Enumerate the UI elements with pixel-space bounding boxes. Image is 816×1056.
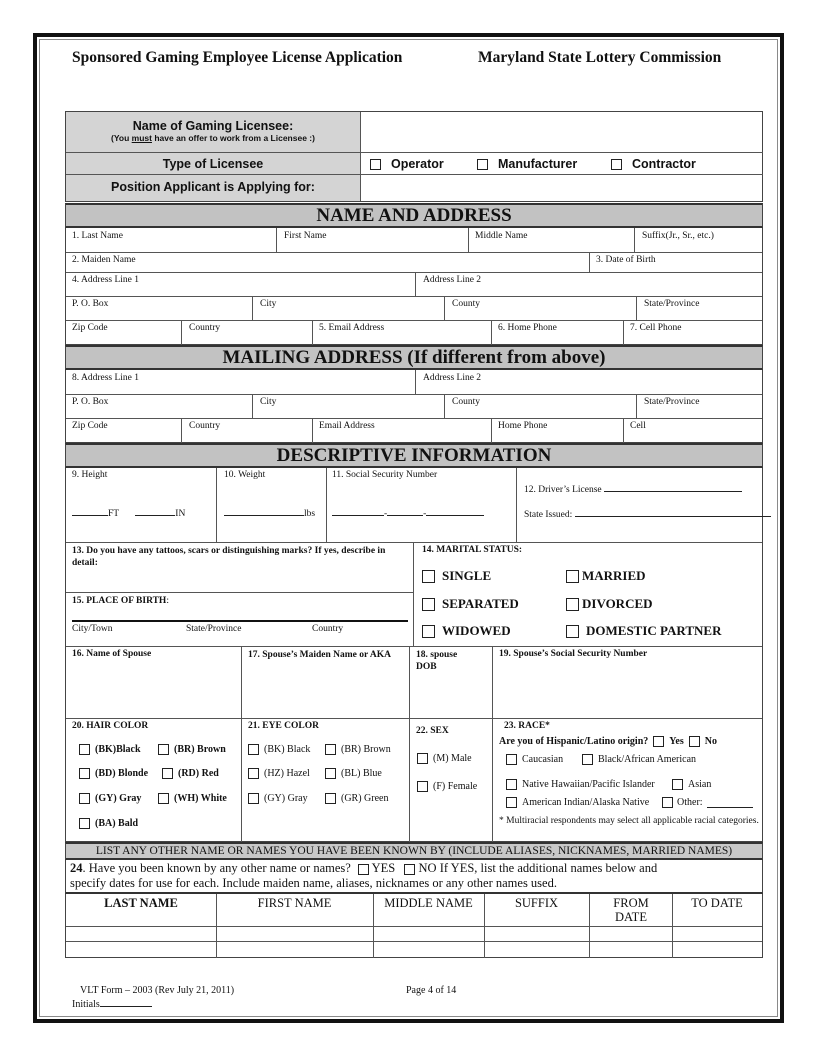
marital-divorced[interactable] [566,596,653,612]
option-label: Asian [688,779,712,790]
dl-label: 12. Driver’s License [524,485,602,495]
race-american-indian[interactable] [506,797,649,808]
checkbox-icon[interactable] [422,625,435,638]
col-divider [415,370,416,394]
row-divider [66,646,762,647]
birthplace-city: City/Town [72,624,113,634]
name-address-heading: NAME AND ADDRESS [65,203,763,228]
tattoos-label: 13. Do you have any tattoos, scars or distinguishing marks? If yes, describe in detail: [72,546,386,568]
descriptive-heading: DESCRIPTIVE INFORMATION [65,443,763,468]
checkbox-icon[interactable] [325,768,336,779]
mailing-county-field[interactable]: County [452,397,480,407]
row-divider [66,418,762,419]
checkbox-icon[interactable] [582,754,593,765]
initials-field[interactable] [72,997,152,1010]
spouse-maiden-field[interactable]: 17. Spouse’s Maiden Name or AKA [248,650,392,660]
weight-label: 10. Weight [224,470,266,480]
dob-field[interactable]: 3. Date of Birth [596,255,656,265]
sex-male[interactable] [417,753,472,764]
checkbox-icon[interactable] [566,625,579,638]
hair-color-label: 20. HAIR COLOR [72,721,149,731]
col-divider [623,320,624,345]
licensee-type-operator[interactable] [370,157,444,171]
state-issued-field[interactable] [524,507,771,520]
dl-blank[interactable] [604,482,742,492]
mailing-address-line2-field[interactable]: Address Line 2 [423,373,482,383]
option-label: (BK)Black [95,744,141,755]
option-label: (GY) Gray [95,793,142,804]
hair-gray[interactable] [79,793,141,804]
mailing-cell-field[interactable]: Cell [630,421,646,431]
no-label: NO [418,861,437,875]
col-divider [181,418,182,443]
eye-black[interactable] [248,744,310,755]
mailing-address-line1-field[interactable]: 8. Address Line 1 [72,373,140,383]
height-in-blank[interactable] [135,506,175,516]
option-label: No [704,736,717,747]
col-first-name: FIRST NAME [257,896,332,910]
race-native-hawaiian[interactable] [506,779,655,790]
row-divider [66,272,762,273]
col-divider [216,468,217,542]
col-divider [444,296,445,320]
birthplace-title: 15. PLACE OF BIRTH [72,596,167,606]
option-label: (RD) Red [178,768,219,779]
ssn-part2[interactable] [387,506,423,516]
col-divider [252,394,253,418]
ssn-part3[interactable] [426,506,484,516]
checkbox-icon[interactable] [248,793,259,804]
col-to-date: TO DATE [691,896,743,910]
option-label: (BD) Blonde [95,768,149,779]
aliases-no-checkbox[interactable] [404,864,415,875]
option-label: (BR) Brown [174,744,226,755]
checkbox-icon[interactable] [506,797,517,808]
checkbox-icon[interactable] [611,159,622,170]
state-field[interactable]: State/Province [644,299,700,309]
mailing-zip-field[interactable]: Zip Code [72,421,108,431]
eye-hazel[interactable] [248,768,310,779]
col-middle-name: MIDDLE NAME [384,896,473,910]
hair-white[interactable] [158,793,227,804]
col-divider [636,296,637,320]
col-divider [252,296,253,320]
col-divider [516,468,517,542]
po-box-field[interactable]: P. O. Box [72,299,109,309]
hispanic-question [499,736,717,747]
hair-brown[interactable] [158,744,226,755]
mailing-home-phone-field[interactable]: Home Phone [498,421,548,431]
checkbox-icon[interactable] [422,570,435,583]
last-name-field[interactable]: 1. Last Name [72,231,123,241]
spouse-ssn-field[interactable]: 19. Spouse’s Social Security Number [499,649,648,659]
option-label: (GY) Gray [264,793,308,804]
spouse-dob-field[interactable]: 18. spouse DOB [416,650,458,672]
race-other[interactable] [662,797,753,808]
page-number: Page 4 of 14 [406,985,457,996]
position-label-cell [66,175,361,201]
licensee-type-label: Type of Licensee [162,157,264,171]
col-divider [326,468,327,542]
col-divider [491,320,492,345]
checkbox-icon[interactable] [422,598,435,611]
height-inputs[interactable] [72,506,185,519]
height-ft-blank[interactable] [72,506,108,516]
initials-label: Initials [72,999,100,1010]
ft-unit: FT [108,509,119,519]
option-label: SINGLE [442,568,492,583]
note-must: must [131,133,152,143]
col-divider [468,228,469,252]
licensee-section [65,111,763,202]
eye-green[interactable] [325,793,388,804]
checkbox-icon[interactable] [325,793,336,804]
option-label: (GR) Green [341,793,389,804]
hair-black[interactable] [79,744,141,755]
col-divider [181,320,182,345]
option-label: (HZ) Hazel [264,768,310,779]
col-divider [636,394,637,418]
row-divider [66,592,413,593]
descriptive-grid [65,468,763,842]
marital-label: 14. MARITAL STATUS: [422,545,523,555]
ssn-part1[interactable] [332,506,384,516]
cell-phone-field[interactable]: 7. Cell Phone [630,323,682,333]
col-from-date: FROM DATE [613,896,649,924]
aliases-question-line2: specify dates for use for each. Include maiden name, aliases, nicknames or any other names used. [70,876,557,890]
checkbox-icon[interactable] [325,744,336,755]
state-issued-label: State Issued: [524,510,573,520]
option-label: Native Hawaiian/Pacific Islander [522,779,655,790]
checkbox-icon[interactable] [672,779,683,790]
checkbox-icon[interactable] [79,793,90,804]
race-asian[interactable] [672,779,711,790]
sex-female[interactable] [417,781,477,792]
race-black[interactable] [582,754,696,765]
checkbox-icon[interactable] [477,159,488,170]
marital-separated[interactable] [422,596,519,612]
note-text: have an offer to work from a Licensee :) [151,133,315,143]
col-divider [444,394,445,418]
licensee-type-label-cell [66,153,361,175]
col-last-name: LAST NAME [104,896,178,910]
mailing-address-grid [65,370,763,443]
question-number: 24 [70,861,83,875]
middle-name-field[interactable]: Middle Name [475,231,528,241]
aliases-table [65,894,763,958]
marital-domestic-partner[interactable] [566,623,721,639]
aliases-row-1[interactable] [66,927,762,941]
birthplace-state: State/Province [186,624,242,634]
lbs-unit: lbs [304,509,316,519]
ssn-label: 11. Social Security Number [332,470,438,480]
aliases-row-2[interactable] [66,942,762,957]
mailing-country-field[interactable]: Country [189,421,221,431]
height-label: 9. Height [72,470,108,480]
checkbox-icon[interactable] [506,754,517,765]
col-divider [491,418,492,443]
licensee-type-contractor[interactable] [611,157,696,171]
col-divider [415,272,416,296]
checkbox-icon[interactable] [158,793,169,804]
position-input[interactable] [361,175,763,201]
race-note: * Multiracial respondents may select all applicable racial categories. [499,816,759,826]
col-suffix: SUFFIX [514,896,559,910]
licensee-name-input[interactable] [361,112,763,153]
hair-bald[interactable] [79,818,138,829]
race-other-blank[interactable] [707,798,753,808]
county-field[interactable]: County [452,299,480,309]
licensee-type-manufacturer[interactable] [477,157,577,171]
option-label: (WH) White [174,793,227,804]
checkbox-icon[interactable] [79,744,90,755]
mailing-state-field[interactable]: State/Province [644,397,700,407]
checkbox-icon[interactable] [162,768,173,779]
checkbox-icon[interactable] [566,570,579,583]
marital-widowed[interactable] [422,623,511,639]
col-divider [634,228,635,252]
agency-name: Maryland State Lottery Commission [478,49,722,66]
first-name-field[interactable]: First Name [284,231,327,241]
col-divider [241,646,242,842]
eye-blue[interactable] [325,768,382,779]
birthplace-label [72,596,169,606]
checkbox-icon[interactable] [79,768,90,779]
col-divider [589,252,590,272]
country-field[interactable]: Country [189,323,221,333]
option-label: American Indian/Alaska Native [522,797,650,808]
race-label: 23. RACE* [504,721,550,731]
option-label: Caucasian [522,754,564,765]
weight-input[interactable] [224,506,315,519]
checkbox-icon[interactable] [79,818,90,829]
zip-field[interactable]: Zip Code [72,323,108,333]
option-label: (BK) Black [264,744,311,755]
aliases-question-line1 [70,861,758,876]
race-caucasian[interactable] [506,754,563,765]
marital-single[interactable] [422,568,491,584]
address-line2-field[interactable]: Address Line 2 [423,275,482,285]
aliases-heading: LIST ANY OTHER NAME OR NAMES YOU HAVE BEEN KNOWN BY (INCLUDE ALIASES, NICKNAMES, MARRIED NAMES) [65,842,763,860]
licensee-name-note [66,133,360,143]
option-label: MARRIED [582,568,646,583]
option-label: Yes [669,736,684,747]
row-divider [66,718,762,719]
suffix-field[interactable]: Suffix(Jr., Sr., etc.) [642,231,714,241]
option-label: (BA) Bald [95,818,139,829]
mailing-address-heading: MAILING ADDRESS (If different from above) [65,345,763,370]
aliases-question [65,860,763,894]
checkbox-icon[interactable] [417,753,428,764]
checkbox-icon[interactable] [248,744,259,755]
ssn-input[interactable]: - - [332,506,484,519]
in-unit: IN [175,509,186,519]
licensee-name-label: Name of Gaming Licensee: [132,119,294,133]
hair-red[interactable] [162,768,219,779]
eye-gray[interactable] [248,793,308,804]
eye-color-label: 21. EYE COLOR [248,721,319,731]
question-text: . Have you been known by any other name or names? [82,861,351,875]
colon: : [166,596,169,606]
checkbox-icon[interactable] [417,781,428,792]
option-label: WIDOWED [442,623,511,638]
eye-brown[interactable] [325,744,391,755]
checkbox-icon[interactable] [566,598,579,611]
name-address-grid [65,228,763,345]
checkbox-icon[interactable] [506,779,517,790]
maiden-name-field[interactable]: 2. Maiden Name [72,255,136,265]
checkbox-icon[interactable] [662,797,673,808]
question-text: If YES, list the additional names below and [439,861,658,875]
drivers-license-field[interactable] [524,482,742,495]
birthplace-country: Country [312,624,344,634]
licensee-name-label-cell [66,112,361,153]
option-label: (M) Male [433,753,472,764]
spouse-name-field[interactable]: 16. Name of Spouse [72,649,152,659]
col-divider [413,542,414,646]
col-divider [312,320,313,345]
option-label: Other: [677,797,703,808]
weight-blank[interactable] [224,506,304,516]
col-divider [276,228,277,252]
home-phone-field[interactable]: 6. Home Phone [498,323,557,333]
form-id: VLT Form – 2003 (Rev July 21, 2011) [80,985,235,996]
option-label: Operator [391,157,444,171]
birthplace-line[interactable] [72,620,408,622]
col-divider [409,646,410,842]
mailing-po-box-field[interactable]: P. O. Box [72,397,109,407]
row-divider [66,252,762,253]
hispanic-no-checkbox[interactable] [689,736,700,747]
checkbox-icon[interactable] [158,744,169,755]
mailing-city-field[interactable]: City [260,397,277,407]
initials-blank[interactable] [100,997,152,1007]
yes-label: YES [371,861,396,875]
aliases-yes-checkbox[interactable] [358,864,369,875]
option-label: (BR) Brown [341,744,391,755]
option-label: DIVORCED [582,596,653,611]
checkbox-icon[interactable] [248,768,259,779]
city-field[interactable]: City [260,299,277,309]
email-field[interactable]: 5. Email Address [319,323,385,333]
option-label: (BL) Blue [341,768,382,779]
option-label: Contractor [632,157,696,171]
licensee-type-options [361,153,763,175]
address-line1-field[interactable]: 4. Address Line 1 [72,275,140,285]
form-title: Sponsored Gaming Employee License Application [72,49,403,66]
row-divider [66,542,762,543]
marital-married[interactable] [566,568,646,584]
state-issued-blank[interactable] [575,507,771,517]
hair-blonde[interactable] [79,768,148,779]
col-divider [492,646,493,842]
col-divider [623,418,624,443]
row-divider [66,394,762,395]
position-label: Position Applicant is Applying for: [111,180,315,194]
col-divider [312,418,313,443]
row-divider [66,320,762,321]
checkbox-icon[interactable] [370,159,381,170]
option-label: SEPARATED [442,596,519,611]
hispanic-label: Are you of Hispanic/Latino origin? [499,736,649,747]
mailing-email-field[interactable]: Email Address [319,421,375,431]
option-label: (F) Female [433,781,478,792]
option-label: Black/African American [598,754,697,765]
hispanic-yes-checkbox[interactable] [653,736,664,747]
option-label: DOMESTIC PARTNER [586,623,722,638]
row-divider [66,296,762,297]
option-label: Manufacturer [498,157,578,171]
sex-label: 22. SEX [416,726,449,736]
note-text: (You [111,133,132,143]
